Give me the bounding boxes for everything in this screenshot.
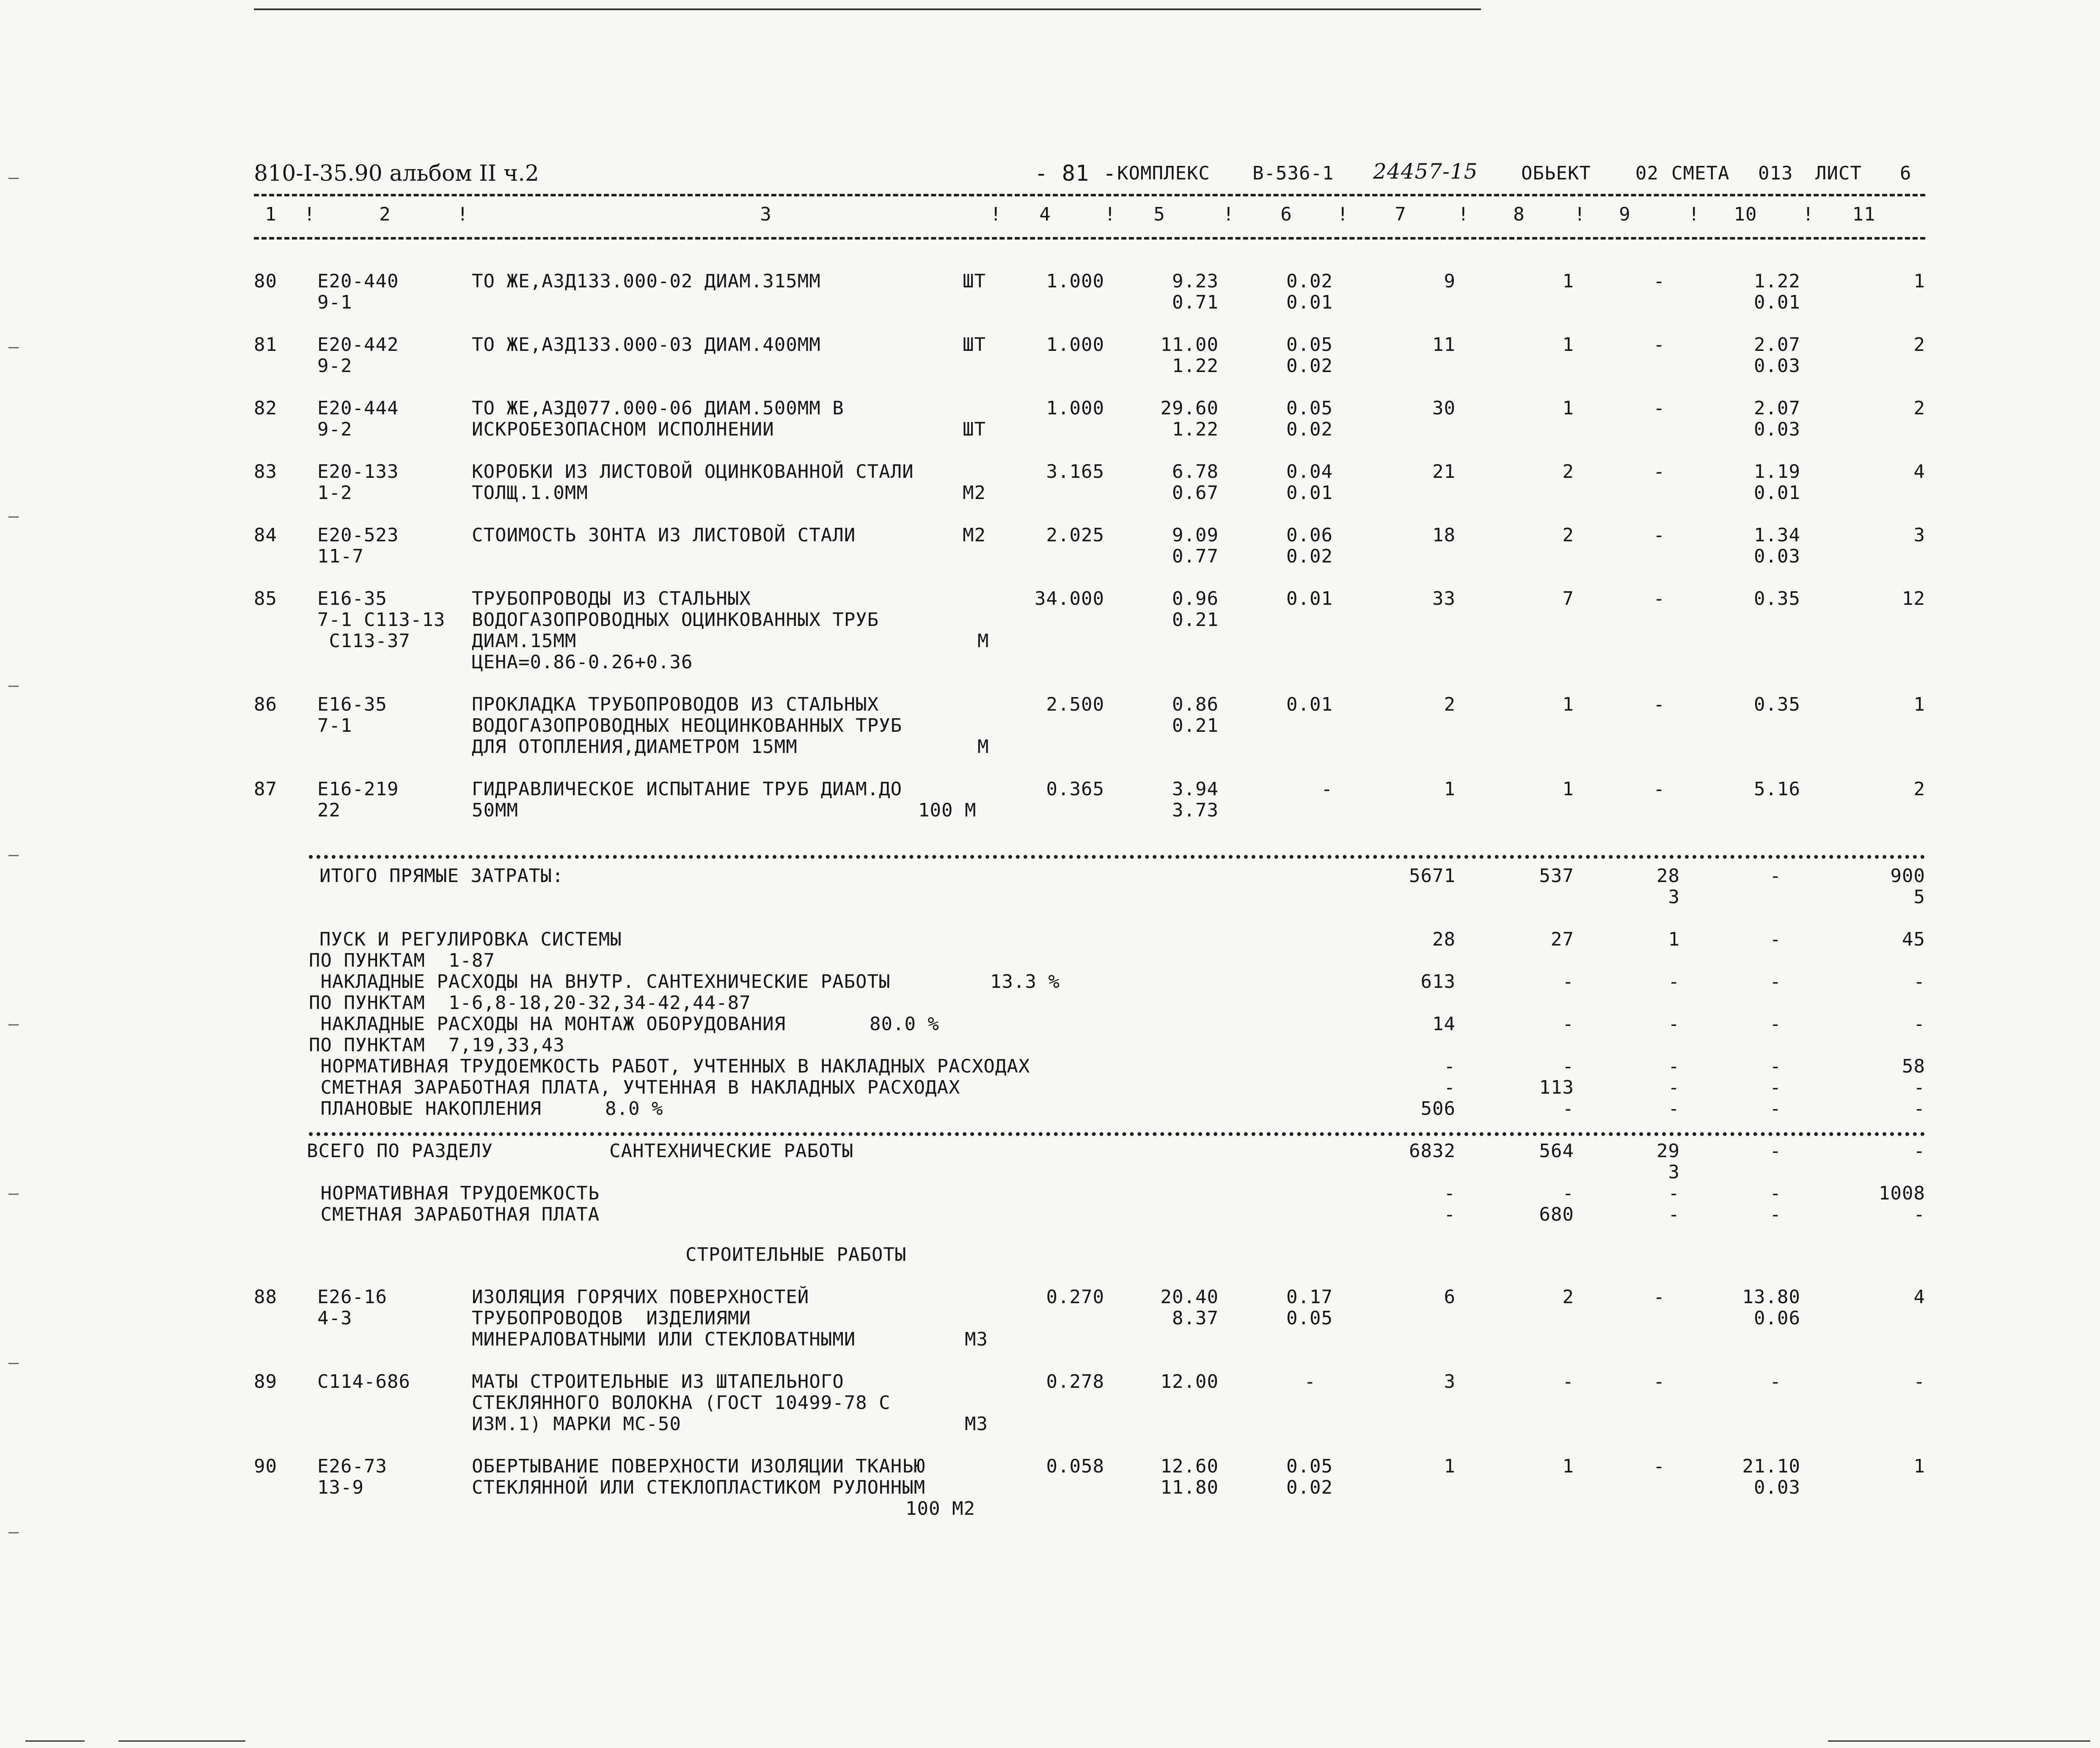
obekt-value: 02	[1635, 163, 1659, 184]
summary-col-8: -	[1562, 1098, 1574, 1119]
section-title-stroitelnye: СТРОИТЕЛЬНЫЕ РАБОТЫ	[685, 1244, 907, 1266]
col-7: 33	[1432, 588, 1456, 609]
row-number: 82	[254, 397, 277, 419]
smeta-value: 013	[1758, 163, 1793, 184]
col-7: 18	[1432, 524, 1456, 546]
col-6: 0.05 0.02	[1286, 397, 1333, 440]
vsego-line-col-8: -	[1562, 1183, 1574, 1204]
col-7: 9	[1444, 270, 1456, 292]
summary-col-7: -	[1444, 1056, 1456, 1077]
smeta-label: СМЕТА	[1671, 163, 1730, 184]
vsego-line-col-7: -	[1444, 1204, 1456, 1225]
row-code: Е20-523 11-7	[317, 524, 399, 567]
scan-margin-mark	[8, 178, 19, 179]
row-code: Е26-16 4-3	[317, 1286, 387, 1329]
summary-col-9: 1	[1668, 929, 1680, 950]
col-6: -	[1304, 1371, 1316, 1392]
list-value: 6	[1900, 163, 1912, 184]
vsego-line-col-8: 680	[1539, 1204, 1574, 1225]
row-code: Е20-440 9-1	[317, 270, 399, 313]
row-code: Е20-444 9-2	[317, 397, 399, 440]
col-7: 2	[1444, 694, 1456, 715]
summary-col-11: -	[1913, 1098, 1925, 1119]
col-10: 13.80 0.06	[1742, 1286, 1800, 1329]
scan-margin-mark	[8, 1363, 19, 1364]
col-10: 21.10 0.03	[1742, 1456, 1800, 1498]
summary-line-text: ПЛАНОВЫЕ НАКОПЛЕНИЯ	[309, 1098, 542, 1119]
summary-col-7: 14	[1432, 1013, 1456, 1035]
vsego-section: САНТЕХНИЧЕСКИЕ РАБОТЫ	[609, 1140, 854, 1162]
col-11: 3	[1913, 524, 1925, 546]
row-code: Е20-442 9-2	[317, 334, 399, 377]
col-5: 29.60 1.22	[1160, 397, 1219, 440]
row-unit: 100 М2	[906, 1498, 975, 1519]
col-8: 2	[1562, 524, 1574, 546]
summary-line-text: ПО ПУНКТАМ 1-87	[309, 950, 495, 971]
row-number: 89	[254, 1371, 277, 1392]
col-6: 0.17 0.05	[1286, 1286, 1333, 1329]
col-10: 2.07 0.03	[1754, 397, 1800, 440]
col-11: 4	[1913, 1286, 1925, 1308]
col-10: 5.16	[1754, 778, 1800, 800]
dotted-separator	[309, 855, 1925, 859]
col-8: 7	[1562, 588, 1574, 609]
col-8: -	[1562, 1371, 1574, 1392]
col-8: 1	[1562, 1456, 1574, 1477]
col-9: -	[1653, 1371, 1665, 1392]
row-unit: ШТ	[963, 270, 986, 292]
summary-line-text: ПУСК И РЕГУЛИРОВКА СИСТЕМЫ	[319, 929, 622, 950]
summary-line-text: СМЕТНАЯ ЗАРАБОТНАЯ ПЛАТА, УЧТЕННАЯ В НАКЛАДНЫХ РАСХОДАХ	[309, 1077, 961, 1098]
row-code: С114-686	[317, 1371, 410, 1392]
col-5: 20.40 8.37	[1160, 1286, 1219, 1329]
kompleks-label: КОМПЛЕКС	[1117, 163, 1210, 184]
col-11: 1	[1913, 694, 1925, 715]
col-5: 11.00 1.22	[1160, 334, 1219, 377]
vsego-col-9: 29 3	[1657, 1140, 1680, 1183]
summary-col-9: -	[1668, 971, 1680, 993]
col-10: 2.07 0.03	[1754, 334, 1800, 377]
vsego-line-col-9: -	[1668, 1204, 1680, 1225]
summary-col-9: -	[1668, 1013, 1680, 1035]
col-6: 0.05 0.02	[1286, 1456, 1333, 1498]
summary-percent: 8.0 %	[605, 1098, 663, 1119]
summary-line-text: НОРМАТИВНАЯ ТРУДОЕМКОСТЬ РАБОТ, УЧТЕННЫХ В НАКЛАДНЫХ РАСХОДАХ	[309, 1056, 1030, 1077]
col-6: 0.01	[1286, 694, 1333, 715]
col-7: 11	[1432, 334, 1456, 356]
album-title: 810-I-35.90 альбом II ч.2	[254, 161, 539, 186]
page-number: - 81 -	[1035, 161, 1117, 186]
summary-col-8: 113	[1539, 1077, 1574, 1098]
vsego-col-8: 564	[1539, 1140, 1574, 1162]
vsego-line-text: НОРМАТИВНАЯ ТРУДОЕМКОСТЬ	[309, 1183, 600, 1204]
col-11: 1	[1913, 1456, 1925, 1477]
column-number: 9	[1619, 204, 1631, 225]
row-number: 83	[254, 461, 277, 482]
col-10: -	[1770, 1371, 1781, 1392]
column-separator: !	[990, 204, 1002, 225]
scan-edge-line	[25, 1740, 85, 1742]
summary-col-9: -	[1668, 1056, 1680, 1077]
row-unit: ШТ	[963, 334, 986, 356]
row-description: ТО ЖЕ,А3Д133.000-02 ДИАМ.315ММ	[472, 270, 821, 292]
column-separator: !	[1104, 204, 1116, 225]
col-5: 6.78 0.67	[1172, 461, 1219, 504]
dotted-separator	[309, 1132, 1925, 1136]
vsego-line-col-10: -	[1770, 1183, 1781, 1204]
scan-margin-mark	[8, 1532, 19, 1533]
col-6: 0.05 0.02	[1286, 334, 1333, 377]
col-5: 12.60 11.80	[1160, 1456, 1219, 1498]
col-4: 0.278	[1046, 1371, 1104, 1392]
col-10: 1.34 0.03	[1754, 524, 1800, 567]
column-separator: !	[1337, 204, 1349, 225]
vsego-line-col-9: -	[1668, 1183, 1680, 1204]
summary-col-10: -	[1770, 1013, 1781, 1035]
obekt-label: ОБЬЕКТ	[1521, 163, 1591, 184]
row-unit: М3	[965, 1329, 988, 1350]
col-9: -	[1653, 397, 1665, 419]
col-7: 30	[1432, 397, 1456, 419]
col-11: 2	[1913, 778, 1925, 800]
vsego-line-col-11: -	[1913, 1204, 1925, 1225]
itogo-col-11: 900 5	[1890, 865, 1925, 908]
row-number: 88	[254, 1286, 277, 1308]
column-separator: !	[1223, 204, 1235, 225]
column-separator: !	[304, 204, 316, 225]
scan-margin-mark	[8, 1194, 19, 1195]
summary-col-10: -	[1770, 929, 1781, 950]
col-9: -	[1653, 1286, 1665, 1308]
handwritten-number: 24457-15	[1373, 159, 1478, 184]
summary-col-9: -	[1668, 1077, 1680, 1098]
summary-col-11: 58	[1902, 1056, 1925, 1077]
col-4: 1.000	[1046, 397, 1104, 419]
column-number: 5	[1153, 204, 1165, 225]
row-description: ТРУБОПРОВОДЫ ИЗ СТАЛЬНЫХ ВОДОГАЗОПРОВОДНЫХ ОЦИНКОВАННЫХ ТРУБ ДИАМ.15ММ ЦЕНА=0.86-0.26+0.36	[472, 588, 879, 673]
col-4: 0.270	[1046, 1286, 1104, 1308]
col-4: 34.000	[1035, 588, 1104, 609]
column-number: 4	[1039, 204, 1051, 225]
row-code: Е16-219 22	[317, 778, 399, 821]
col-7: 3	[1444, 1371, 1456, 1392]
summary-col-8: -	[1562, 1013, 1574, 1035]
itogo-col-10: -	[1770, 865, 1781, 887]
scan-margin-mark	[8, 686, 19, 687]
row-code: Е16-35 7-1 С113-13 С113-37	[317, 588, 446, 652]
summary-col-10: -	[1770, 1077, 1781, 1098]
col-11: 12	[1902, 588, 1925, 609]
col-4: 2.025	[1046, 524, 1104, 546]
col-5: 0.86 0.21	[1172, 694, 1219, 736]
col-6: 0.01	[1286, 588, 1333, 609]
vsego-line-col-10: -	[1770, 1204, 1781, 1225]
col-10: 0.35	[1754, 588, 1800, 609]
summary-col-10: -	[1770, 1098, 1781, 1119]
col-11: -	[1913, 1371, 1925, 1392]
summary-col-7: -	[1444, 1077, 1456, 1098]
col-6: 0.06 0.02	[1286, 524, 1333, 567]
col-9: -	[1653, 461, 1665, 482]
vsego-line-col-7: -	[1444, 1183, 1456, 1204]
row-code: Е26-73 13-9	[317, 1456, 387, 1498]
row-unit: ШТ	[963, 419, 986, 440]
row-description: МАТЫ СТРОИТЕЛЬНЫЕ ИЗ ШТАПЕЛЬНОГО СТЕКЛЯННОГО ВОЛОКНА (ГОСТ 10499-78 С ИЗМ.1) МАРКИ МС-50	[472, 1371, 891, 1435]
col-9: -	[1653, 524, 1665, 546]
col-8: 2	[1562, 1286, 1574, 1308]
column-separator: !	[457, 204, 469, 225]
scan-edge-line	[118, 1740, 245, 1742]
vsego-col-10: -	[1770, 1140, 1781, 1162]
col-9: -	[1653, 1456, 1665, 1477]
col-7: 1	[1444, 1456, 1456, 1477]
col-11: 1	[1913, 270, 1925, 292]
summary-col-11: -	[1913, 1077, 1925, 1098]
vsego-col-7: 6832	[1409, 1140, 1456, 1162]
scan-margin-mark	[8, 855, 19, 856]
column-separator: !	[1458, 204, 1470, 225]
col-11: 2	[1913, 334, 1925, 356]
row-code: Е20-133 1-2	[317, 461, 399, 504]
summary-col-10: -	[1770, 971, 1781, 993]
row-description: СТОИМОСТЬ ЗОНТА ИЗ ЛИСТОВОЙ СТАЛИ	[472, 524, 856, 546]
row-description: ГИДРАВЛИЧЕСКОЕ ИСПЫТАНИЕ ТРУБ ДИАМ.ДО 50ММ	[472, 778, 903, 821]
col-5: 3.94 3.73	[1172, 778, 1219, 821]
summary-col-7: 506	[1420, 1098, 1456, 1119]
column-number: 3	[760, 204, 772, 225]
list-label: ЛИСТ	[1815, 163, 1862, 184]
col-4: 0.058	[1046, 1456, 1104, 1477]
col-9: -	[1653, 270, 1665, 292]
col-5: 9.23 0.71	[1172, 270, 1219, 313]
row-unit: М	[977, 736, 989, 758]
row-unit: М	[977, 630, 989, 652]
summary-col-10: -	[1770, 1056, 1781, 1077]
summary-col-8: -	[1562, 971, 1574, 993]
summary-col-7: 28	[1432, 929, 1456, 950]
itogo-col-7: 5671	[1409, 865, 1456, 887]
itogo-label: ИТОГО ПРЯМЫЕ ЗАТРАТЫ:	[319, 865, 564, 887]
scan-edge-line	[1828, 1740, 2090, 1742]
col-10: 1.22 0.01	[1754, 270, 1800, 313]
scan-margin-mark	[8, 347, 19, 348]
vsego-label: ВСЕГО ПО РАЗДЕЛУ	[307, 1140, 493, 1162]
scan-margin-mark	[8, 516, 19, 518]
col-4: 1.000	[1046, 334, 1104, 356]
page-top-rule	[254, 8, 1481, 10]
col-7: 21	[1432, 461, 1456, 482]
summary-line-text: НАКЛАДНЫЕ РАСХОДЫ НА ВНУТР. САНТЕХНИЧЕСКИЕ РАБОТЫ	[309, 971, 891, 993]
row-unit: М2	[963, 482, 986, 504]
col-8: 2	[1562, 461, 1574, 482]
summary-line-text: НАКЛАДНЫЕ РАСХОДЫ НА МОНТАЖ ОБОРУДОВАНИЯ	[309, 1013, 786, 1035]
col-9: -	[1653, 588, 1665, 609]
col-4: 0.365	[1046, 778, 1104, 800]
summary-percent: 13.3 %	[990, 971, 1060, 993]
col-8: 1	[1562, 397, 1574, 419]
col-4: 3.165	[1046, 461, 1104, 482]
col-10: 1.19 0.01	[1754, 461, 1800, 504]
column-number: 1	[265, 204, 277, 225]
row-description: КОРОБКИ ИЗ ЛИСТОВОЙ ОЦИНКОВАННОЙ СТАЛИ ТОЛЩ.1.0ММ	[472, 461, 914, 504]
column-number: 7	[1395, 204, 1406, 225]
col-5: 9.09 0.77	[1172, 524, 1219, 567]
summary-percent: 80.0 %	[870, 1013, 939, 1035]
row-number: 84	[254, 524, 277, 546]
column-number: 11	[1852, 204, 1876, 225]
row-unit: М3	[965, 1413, 988, 1435]
col-10: 0.35	[1754, 694, 1800, 715]
header-rule-top	[254, 194, 1925, 196]
row-number: 86	[254, 694, 277, 715]
column-separator: !	[1688, 204, 1700, 225]
row-number: 90	[254, 1456, 277, 1477]
summary-col-8: -	[1562, 1056, 1574, 1077]
row-description: ИЗОЛЯЦИЯ ГОРЯЧИХ ПОВЕРХНОСТЕЙ ТРУБОПРОВОДОВ ИЗДЕЛИЯМИ МИНЕРАЛОВАТНЫМИ ИЛИ СТЕКЛОВАТНЫМИ	[472, 1286, 856, 1350]
col-11: 2	[1913, 397, 1925, 419]
column-separator: !	[1803, 204, 1814, 225]
col-4: 1.000	[1046, 270, 1104, 292]
summary-line-text: ПО ПУНКТАМ 1-6,8-18,20-32,34-42,44-87	[309, 992, 751, 1014]
col-9: -	[1653, 694, 1665, 715]
row-number: 87	[254, 778, 277, 800]
row-description: ОБЕРТЫВАНИЕ ПОВЕРХНОСТИ ИЗОЛЯЦИИ ТКАНЬЮ СТЕКЛЯННОЙ ИЛИ СТЕКЛОПЛАСТИКОМ РУЛОННЫМ	[472, 1456, 926, 1498]
scan-margin-mark	[8, 1024, 19, 1026]
row-code: Е16-35 7-1	[317, 694, 387, 736]
summary-col-7: 613	[1420, 971, 1456, 993]
col-8: 1	[1562, 334, 1574, 356]
column-number: 8	[1513, 204, 1525, 225]
col-4: 2.500	[1046, 694, 1104, 715]
col-11: 4	[1913, 461, 1925, 482]
col-5: 12.00	[1160, 1371, 1219, 1392]
vsego-line-text: СМЕТНАЯ ЗАРАБОТНАЯ ПЛАТА	[309, 1204, 600, 1225]
itogo-col-9: 28 3	[1657, 865, 1680, 908]
row-unit: 100 М	[918, 800, 977, 821]
col-6: -	[1321, 778, 1333, 800]
col-8: 1	[1562, 270, 1574, 292]
col-5: 0.96 0.21	[1172, 588, 1219, 631]
col-9: -	[1653, 778, 1665, 800]
summary-col-8: 27	[1551, 929, 1574, 950]
header-rule-bottom	[254, 237, 1925, 240]
col-6: 0.04 0.01	[1286, 461, 1333, 504]
row-number: 85	[254, 588, 277, 609]
col-7: 6	[1444, 1286, 1456, 1308]
vsego-line-col-11: 1008	[1879, 1183, 1925, 1204]
summary-col-11: 45	[1902, 929, 1925, 950]
column-number: 10	[1734, 204, 1757, 225]
summary-col-9: -	[1668, 1098, 1680, 1119]
col-8: 1	[1562, 694, 1574, 715]
col-8: 1	[1562, 778, 1574, 800]
column-separator: !	[1574, 204, 1586, 225]
column-number: 2	[379, 204, 391, 225]
row-number: 81	[254, 334, 277, 356]
row-number: 80	[254, 270, 277, 292]
summary-col-11: -	[1913, 971, 1925, 993]
col-9: -	[1653, 334, 1665, 356]
row-description: ПРОКЛАДКА ТРУБОПРОВОДОВ ИЗ СТАЛЬНЫХ ВОДОГАЗОПРОВОДНЫХ НЕОЦИНКОВАННЫХ ТРУБ ДЛЯ ОТОПЛЕНИЯ,ДИАМЕТРОМ 15ММ	[472, 694, 903, 758]
row-description: ТО ЖЕ,А3Д077.000-06 ДИАМ.500ММ В ИСКРОБЕЗОПАСНОМ ИСПОЛНЕНИИ	[472, 397, 844, 440]
row-description: ТО ЖЕ,А3Д133.000-03 ДИАМ.400ММ	[472, 334, 821, 356]
vsego-col-11: -	[1913, 1140, 1925, 1162]
row-unit: М2	[963, 524, 986, 546]
col-7: 1	[1444, 778, 1456, 800]
summary-line-text: ПО ПУНКТАМ 7,19,33,43	[309, 1034, 565, 1056]
summary-col-11: -	[1913, 1013, 1925, 1035]
col-6: 0.02 0.01	[1286, 270, 1333, 313]
column-number: 6	[1280, 204, 1292, 225]
kompleks-value: В-536-1	[1252, 163, 1334, 184]
itogo-col-8: 537	[1539, 865, 1574, 887]
